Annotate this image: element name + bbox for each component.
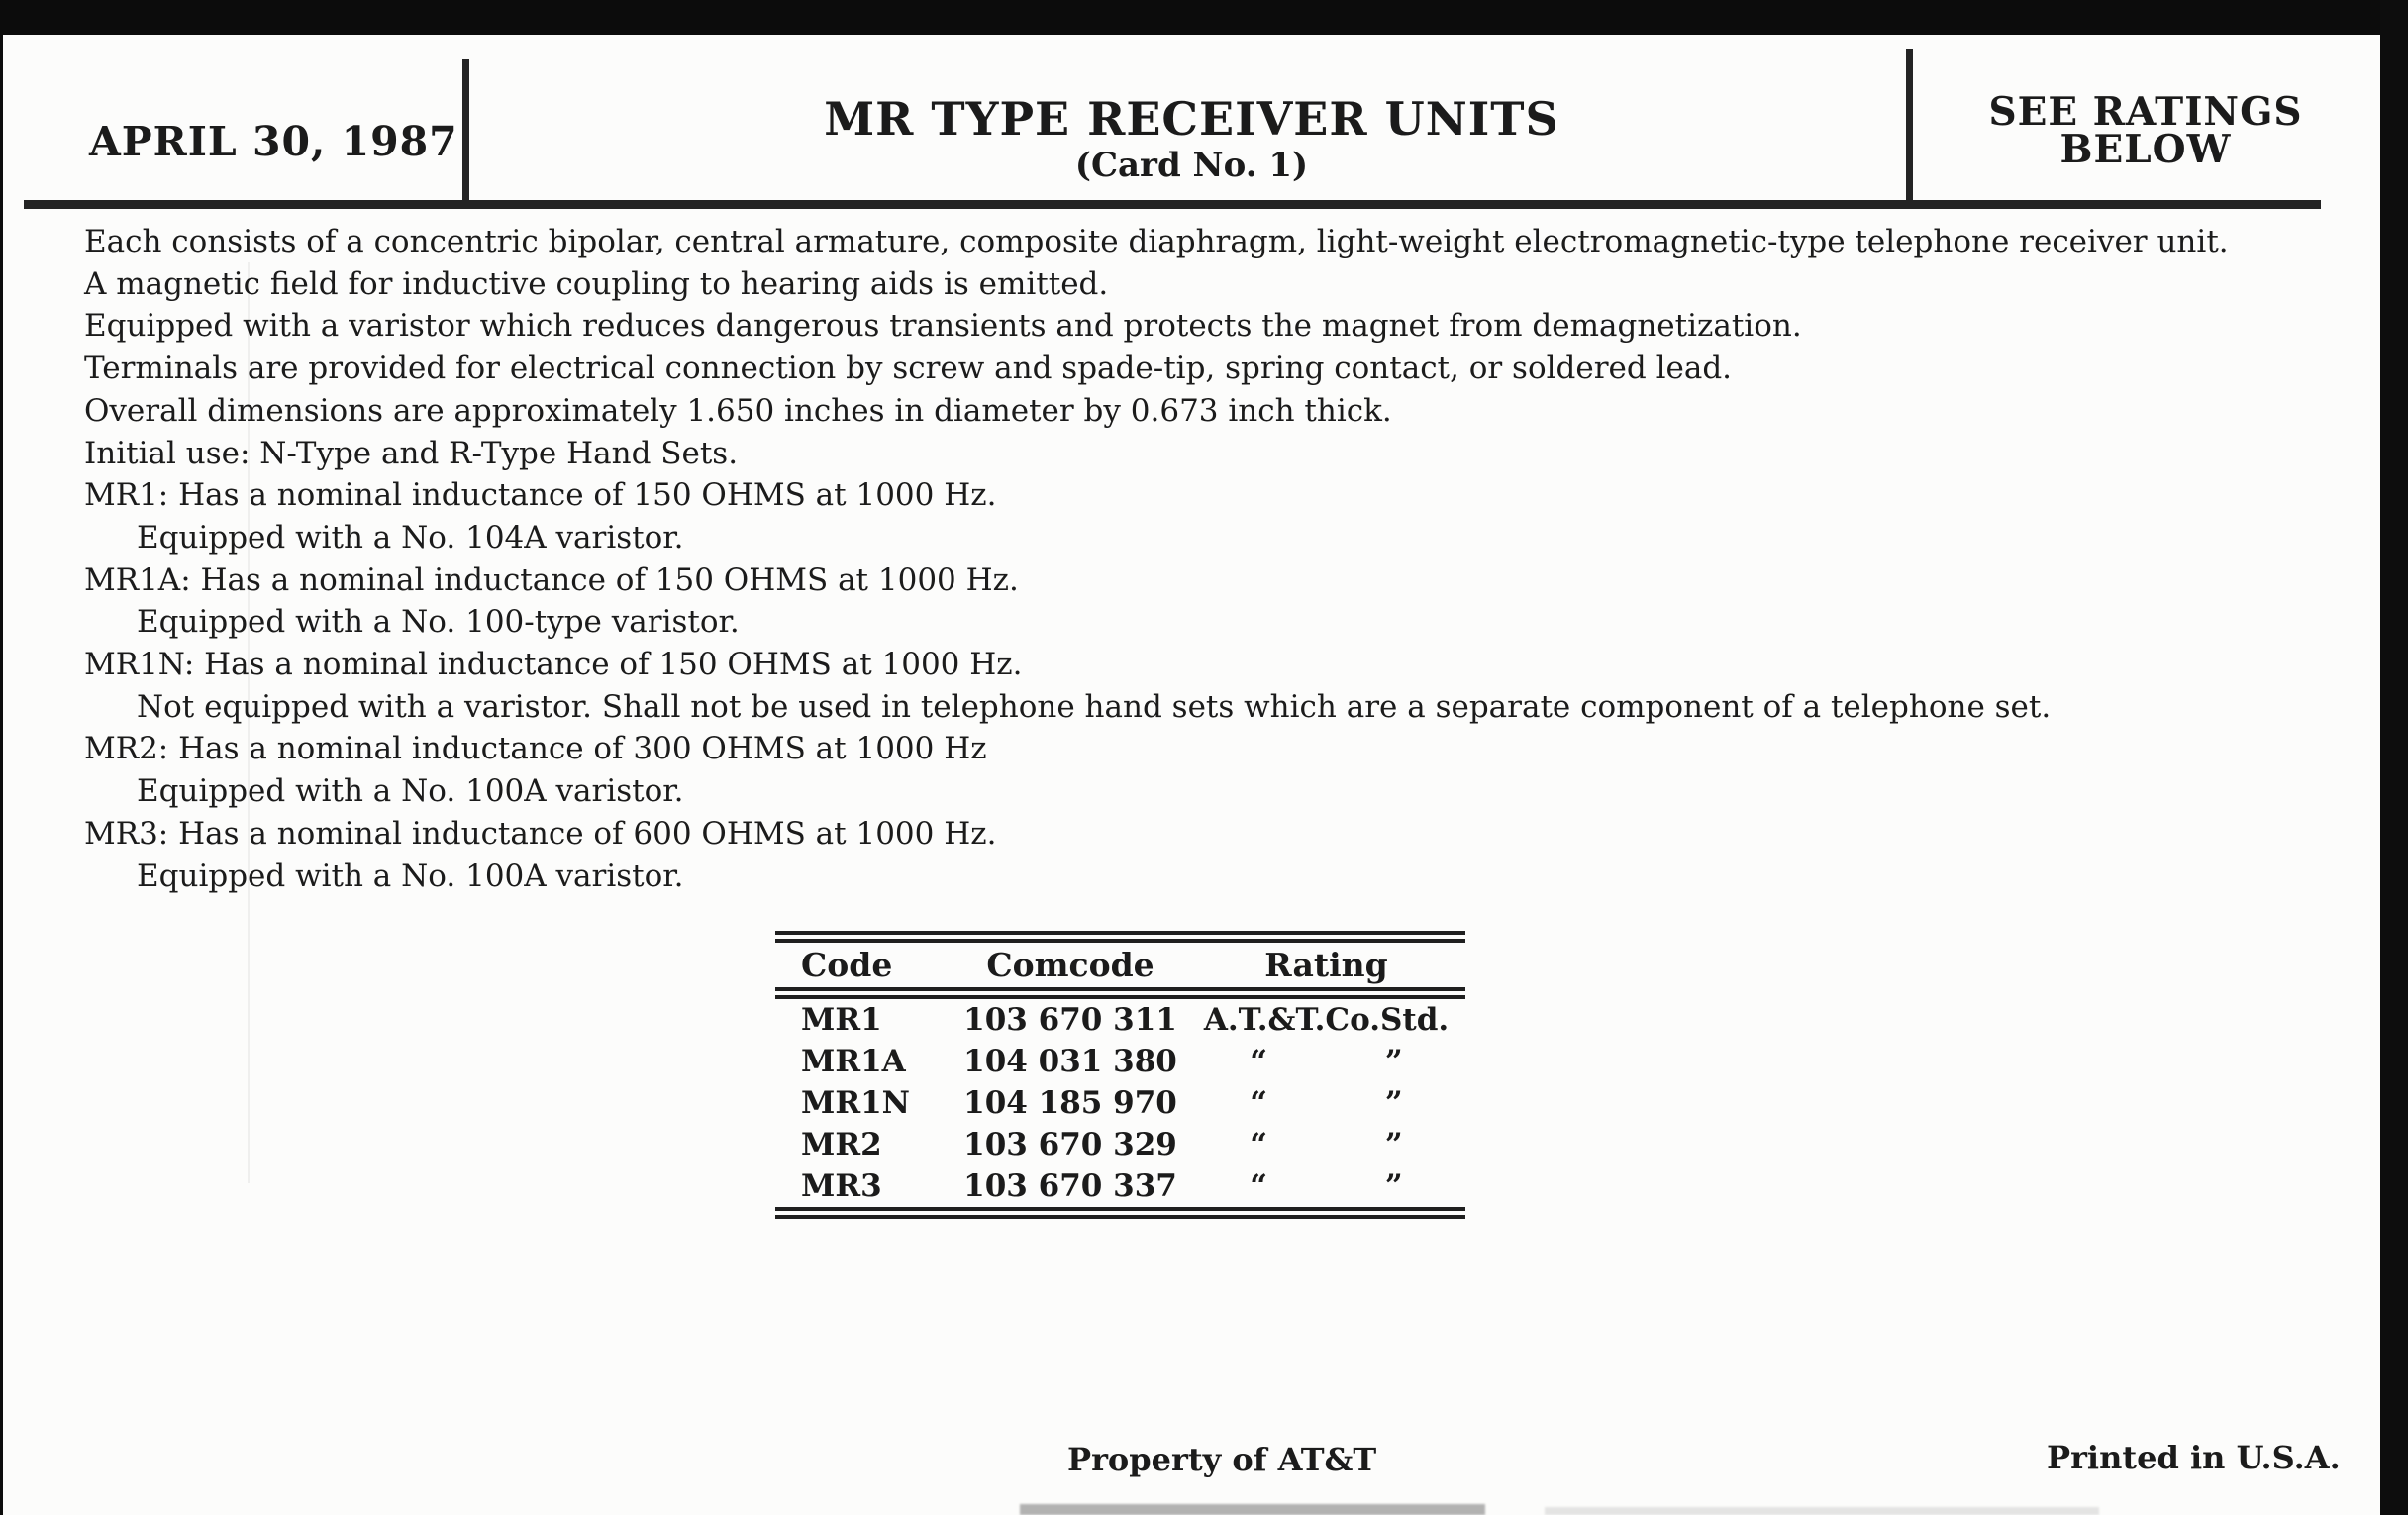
scan-smudge	[1020, 1504, 1485, 1515]
description-section	[84, 221, 2352, 897]
description-line-mr2: MR2: Has a nominal inductance of 300 OHMS at 1000 Hz	[84, 731, 987, 767]
table-row-mr1a	[775, 1041, 1465, 1082]
description-line: Each consists of a concentric bipolar, central armature, composite diaphragm, light-weight electromagnetic-type telephone receiver unit.	[84, 224, 2229, 259]
cell-rating: A.T.&T.Co.Std.	[1203, 1002, 1450, 1038]
col-header-comcode: Comcode	[986, 946, 1154, 984]
description-line: A magnetic field for inductive coupling to hearing aids is emitted.	[84, 265, 1109, 302]
col-header-rating: Rating	[1264, 946, 1388, 984]
description-line: Equipped with a No. 100A varistor.	[137, 858, 684, 894]
header-divider-left	[462, 59, 469, 204]
scan-streak	[248, 262, 250, 1183]
description-line: Equipped with a No. 100-type varistor.	[137, 604, 740, 641]
scan-border-right	[2380, 0, 2408, 1515]
cell-comcode: 103 670 337	[963, 1168, 1177, 1204]
cell-code: MR1N	[801, 1085, 910, 1121]
table-row-mr1n	[775, 1082, 1465, 1124]
description-line: Not equipped with a varistor. Shall not be used in telephone hand sets which are a separate component of a telephone set.	[137, 688, 2052, 725]
description-line-mr1n: MR1N: Has a nominal inductance of 150 OHMS at 1000 Hz.	[84, 647, 1023, 683]
cell-code: MR1A	[801, 1044, 906, 1079]
cell-rating-ditto: “ ”	[1250, 1044, 1403, 1079]
description-line-mr1: MR1: Has a nominal inductance of 150 OHMS at 1000 Hz.	[84, 477, 997, 514]
header-date: APRIL 30, 1987	[89, 118, 458, 165]
table-row-mr2	[775, 1124, 1465, 1165]
description-line-mr3: MR3: Has a nominal inductance of 600 OHMS at 1000 Hz.	[84, 815, 997, 852]
ratings-table	[775, 931, 1465, 1219]
footer-printed-note: Printed in U.S.A.	[2047, 1439, 2341, 1476]
description-line: Initial use: N-Type and R-Type Hand Sets.	[84, 435, 739, 471]
cell-code: MR1	[801, 1002, 882, 1038]
description-line: Equipped with a varistor which reduces dangerous transients and protects the magnet from demagnetization.	[84, 308, 1802, 345]
header-divider-right	[1906, 49, 1913, 204]
scan-border-top	[0, 0, 2408, 35]
page-subtitle-card-no: (Card No. 1)	[1074, 146, 1309, 185]
table-header-row	[775, 943, 1465, 987]
ratings-note-line1: SEE RATINGS	[1988, 89, 2303, 135]
table-rule-top	[775, 931, 1465, 943]
cell-comcode: 104 031 380	[963, 1044, 1177, 1079]
cell-comcode: 103 670 311	[963, 1002, 1177, 1038]
cell-comcode: 104 185 970	[963, 1085, 1177, 1121]
cell-rating-ditto: “ ”	[1250, 1168, 1403, 1204]
cell-code: MR3	[801, 1168, 882, 1204]
cell-rating-ditto: “ ”	[1250, 1085, 1403, 1121]
description-line: Terminals are provided for electrical connection by screw and spade-tip, spring contact, or soldered lead.	[84, 351, 1733, 387]
ratings-note	[1910, 89, 2381, 172]
page-title: MR TYPE RECEIVER UNITS	[824, 92, 1559, 146]
cell-code: MR2	[801, 1127, 882, 1162]
cell-comcode: 103 670 329	[963, 1127, 1177, 1162]
table-row-mr1	[775, 999, 1465, 1041]
table-rule-mid	[775, 987, 1465, 999]
description-line: Equipped with a No. 100A varistor.	[137, 773, 684, 810]
description-line: Equipped with a No. 104A varistor.	[137, 519, 684, 556]
col-header-code: Code	[801, 946, 893, 984]
table-rule-bottom	[775, 1207, 1465, 1219]
description-line: Overall dimensions are approximately 1.650 inches in diameter by 0.673 inch thick.	[84, 392, 1392, 429]
scan-border-left	[0, 0, 3, 1515]
ratings-note-line2: BELOW	[2059, 127, 2232, 172]
footer-property-note: Property of AT&T	[1067, 1441, 1377, 1478]
description-line-mr1a: MR1A: Has a nominal inductance of 150 OHMS at 1000 Hz.	[84, 561, 1019, 598]
header-rule	[24, 200, 2321, 209]
scan-smudge	[1545, 1507, 2099, 1515]
table-row-mr3	[775, 1165, 1465, 1207]
card-page	[3, 35, 2380, 1515]
cell-rating-ditto: “ ”	[1250, 1127, 1403, 1162]
